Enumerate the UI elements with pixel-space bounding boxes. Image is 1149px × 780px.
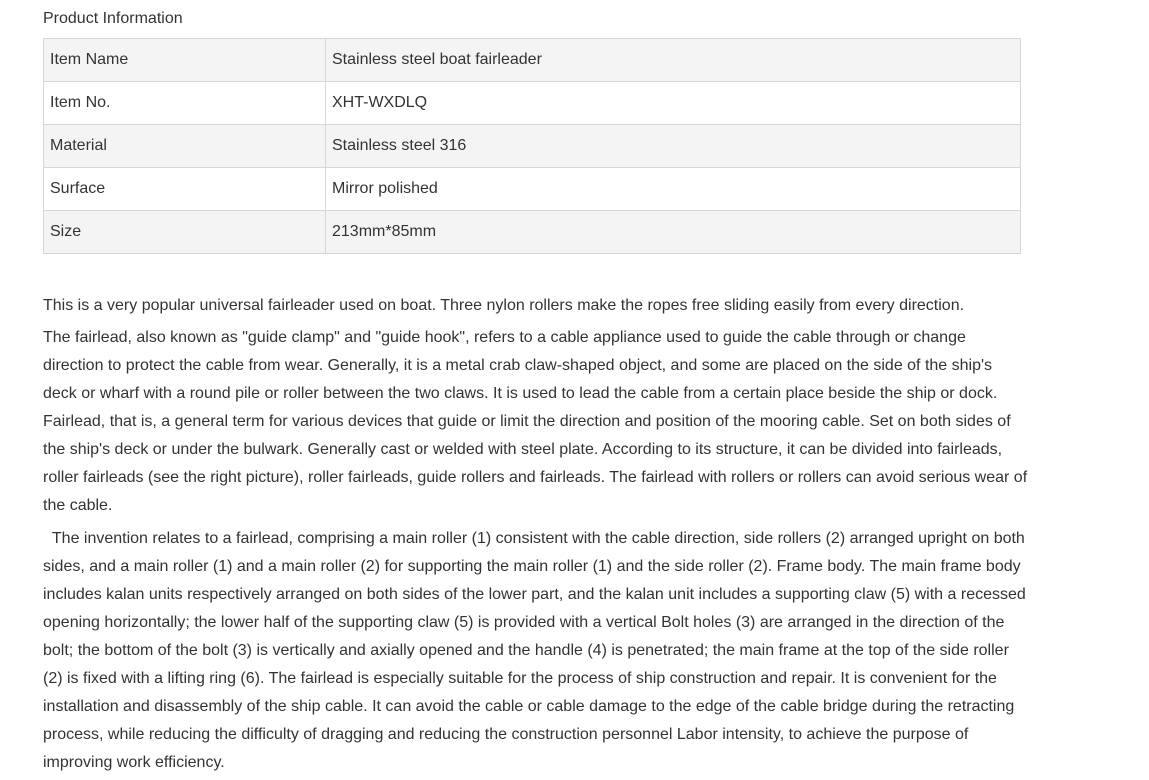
spec-value-material: Stainless steel 316 bbox=[326, 125, 1021, 168]
product-spec-table bbox=[43, 38, 1021, 254]
spec-value-surface: Mirror polished bbox=[326, 168, 1021, 211]
table-row bbox=[44, 39, 1021, 82]
spec-label-item-name: Item Name bbox=[44, 39, 326, 82]
description-paragraph-1: The fairlead, also known as "guide clamp" and "guide hook", refers to a cable appliance used to guide the cable through or change direction to protect the cable from wear. Generally, it is a metal crab claw-shaped object, and some are placed on the side of the ship's deck or wharf with a round pile or roller between the two claws. It is used to lead the cable from a certain place beside the ship or dock. Fairlead, that is, a general term for various devices that guide or limit the direction and position of the mooring cable. Set on both sides of the ship's deck or under the bulwark. Generally cast or welded with steel plate. According to its structure, it can be divided into fairleads, roller fairleads (see the right picture), roller fairleads, guide rollers and fairleads. The fairlead with rollers or rollers can avoid serious wear of the cable. bbox=[43, 329, 1028, 514]
product-description bbox=[43, 292, 1031, 777]
spec-label-item-no: Item No. bbox=[44, 82, 326, 125]
table-row bbox=[44, 82, 1021, 125]
section-title: Product Information bbox=[43, 10, 183, 27]
description-intro: This is a very popular universal fairleader used on boat. Three nylon rollers make the ropes free sliding easily from every direction. bbox=[43, 297, 965, 314]
table-row bbox=[44, 125, 1021, 168]
table-row bbox=[44, 211, 1021, 254]
spec-value-item-no: XHT-WXDLQ bbox=[326, 82, 1021, 125]
spec-value-item-name: Stainless steel boat fairleader bbox=[326, 39, 1021, 82]
table-row bbox=[44, 168, 1021, 211]
spec-label-surface: Surface bbox=[44, 168, 326, 211]
spec-label-material: Material bbox=[44, 125, 326, 168]
spec-label-size: Size bbox=[44, 211, 326, 254]
spec-value-size: 213mm*85mm bbox=[326, 211, 1021, 254]
description-paragraph-2: The invention relates to a fairlead, comprising a main roller (1) consistent with the cable direction, side rollers (2) arranged upright on both sides, and a main roller (1) and a main roller (2) for supporting the main roller (1) and the side roller (2). Frame body. The main frame body includes kalan units respectively arranged on both sides of the lower part, and the kalan unit includes a supporting claw (5) with a recessed opening horizontally; the lower half of the supporting claw (5) is provided with a vertical Bolt holes (3) are arranged in the direction of the bolt; the bottom of the bolt (3) is vertically and axially opened and the handle (4) is penetrated; the main frame at the top of the side roller (2) is fixed with a lifting ring (6). The fairlead is especially suitable for the process of ship construction and repair. It is convenient for the installation and disassembly of the ship cable. It can avoid the cable or cable damage to the edge of the cable bridge during the retracting process, while reducing the difficulty of dragging and reducing the construction personnel Labor intensity, to achieve the purpose of improving work efficiency. bbox=[43, 530, 1031, 771]
